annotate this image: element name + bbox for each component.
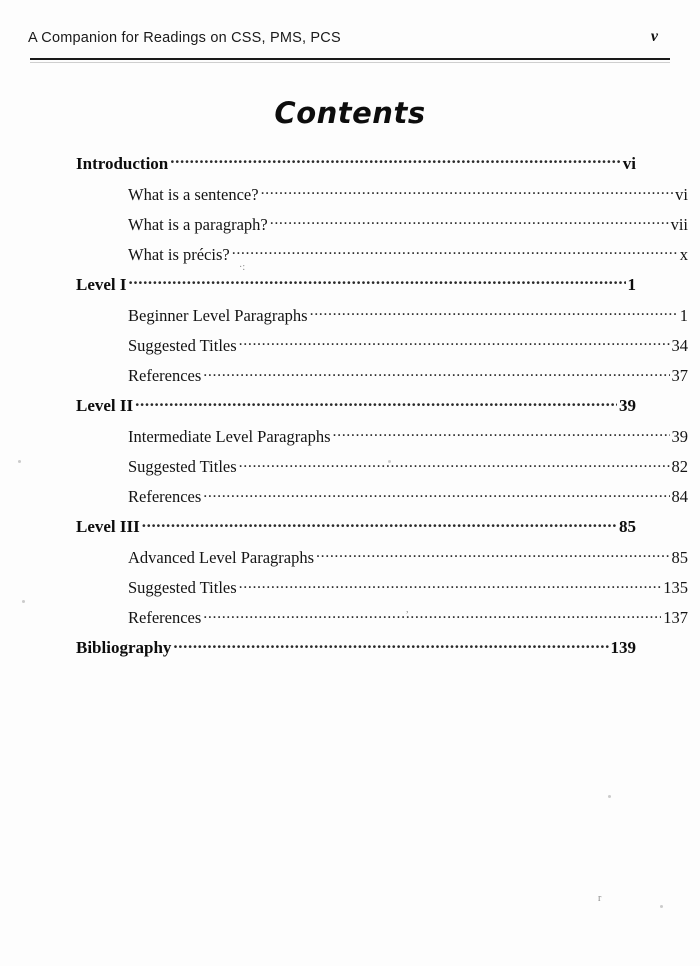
running-header-title: A Companion for Readings on CSS, PMS, PCS [28, 30, 341, 46]
toc-entry-label: What is a paragraph? [128, 214, 268, 234]
toc-entry[interactable] [76, 365, 688, 385]
toc-entry-page: vi [622, 154, 636, 173]
toc-entry[interactable] [76, 214, 688, 234]
scan-speck [608, 795, 611, 798]
scan-speck [18, 460, 21, 463]
toc-entry-page: 1 [627, 275, 636, 295]
toc-entry-page: 34 [671, 335, 688, 355]
toc-entry[interactable] [76, 486, 688, 506]
toc-leader-dots [261, 184, 674, 200]
toc-entry-label: What is précis? [128, 244, 230, 264]
toc-entry[interactable] [76, 335, 688, 355]
toc-leader-dots [170, 153, 621, 169]
toc-entry-page: 139 [610, 638, 636, 658]
toc-entry-page: 37 [671, 366, 688, 386]
toc-leader-dots [239, 456, 670, 472]
toc-entry[interactable] [76, 426, 688, 446]
toc-leader-dots [239, 335, 670, 351]
toc-entry-label: What is a sentence? [128, 184, 259, 204]
toc-entry[interactable] [76, 305, 688, 325]
toc-leader-dots [142, 516, 617, 532]
toc-entry-page: 85 [671, 548, 688, 568]
toc-leader-dots [203, 365, 669, 381]
toc-entry-page: 84 [671, 487, 688, 507]
toc-entry-page: 82 [671, 457, 688, 477]
toc-entry-label: Suggested Titles [128, 578, 237, 598]
page-title: Contents [274, 96, 426, 130]
toc-entry-label: References [128, 366, 202, 386]
scan-speck [388, 460, 391, 463]
scan-tick: r [598, 893, 602, 904]
toc-leader-dots [173, 637, 608, 653]
toc-entry[interactable] [76, 637, 636, 658]
header-rule-secondary [30, 62, 670, 63]
toc-entry[interactable] [76, 153, 636, 174]
toc-leader-dots [239, 577, 662, 593]
toc-leader-dots [129, 274, 626, 290]
toc-leader-dots [135, 395, 617, 411]
toc-leader-dots [310, 305, 678, 321]
toc-entry[interactable] [76, 244, 688, 264]
toc-entry-label: Level III [76, 517, 140, 537]
toc-entry-label: Beginner Level Paragraphs [128, 305, 308, 325]
toc-entry[interactable] [76, 395, 636, 416]
header-rule [30, 58, 670, 60]
toc-entry[interactable] [76, 456, 688, 476]
toc-entry-page: 1 [679, 305, 688, 325]
toc-entry[interactable] [76, 184, 688, 204]
toc-entry-page: vi [675, 184, 688, 204]
toc-entry-page: vii [670, 214, 688, 234]
scan-speck [22, 600, 25, 603]
toc-leader-dots [203, 486, 669, 502]
toc-entry-label: Bibliography [76, 638, 172, 658]
toc-entry-label: Suggested Titles [128, 335, 237, 355]
table-of-contents [76, 144, 688, 667]
toc-entry-label: Level II [76, 396, 134, 416]
toc-entry[interactable] [76, 274, 636, 295]
page-folio: v [650, 28, 658, 45]
toc-entry-page: 39 [619, 396, 636, 416]
toc-entry[interactable] [76, 547, 688, 567]
scan-speck [660, 905, 663, 908]
toc-entry-label: Introduction [76, 154, 169, 173]
toc-entry-page: 39 [671, 426, 688, 446]
toc-entry-label: Intermediate Level Paragraphs [128, 426, 331, 446]
toc-leader-dots [203, 607, 661, 623]
toc-entry-page: 135 [663, 578, 688, 598]
toc-entry-label: Level I [76, 275, 127, 295]
toc-leader-dots [232, 244, 678, 260]
toc-leader-dots [270, 214, 669, 230]
scan-tick: , [406, 604, 409, 615]
scan-tick: ·: [239, 262, 246, 273]
toc-leader-dots [316, 547, 669, 563]
running-header [28, 28, 672, 46]
toc-entry-label: Advanced Level Paragraphs [128, 548, 315, 568]
toc-entry-page: 85 [619, 517, 636, 537]
toc-entry-label: References [128, 487, 202, 507]
toc-entry-label: Suggested Titles [128, 457, 237, 477]
toc-entry[interactable] [76, 516, 636, 537]
toc-entry[interactable] [76, 577, 688, 597]
toc-entry-label: References [128, 608, 202, 628]
toc-leader-dots [333, 426, 670, 442]
toc-entry-page: 137 [663, 608, 688, 628]
toc-entry-page: x [679, 244, 688, 264]
toc-entry[interactable] [76, 607, 688, 627]
